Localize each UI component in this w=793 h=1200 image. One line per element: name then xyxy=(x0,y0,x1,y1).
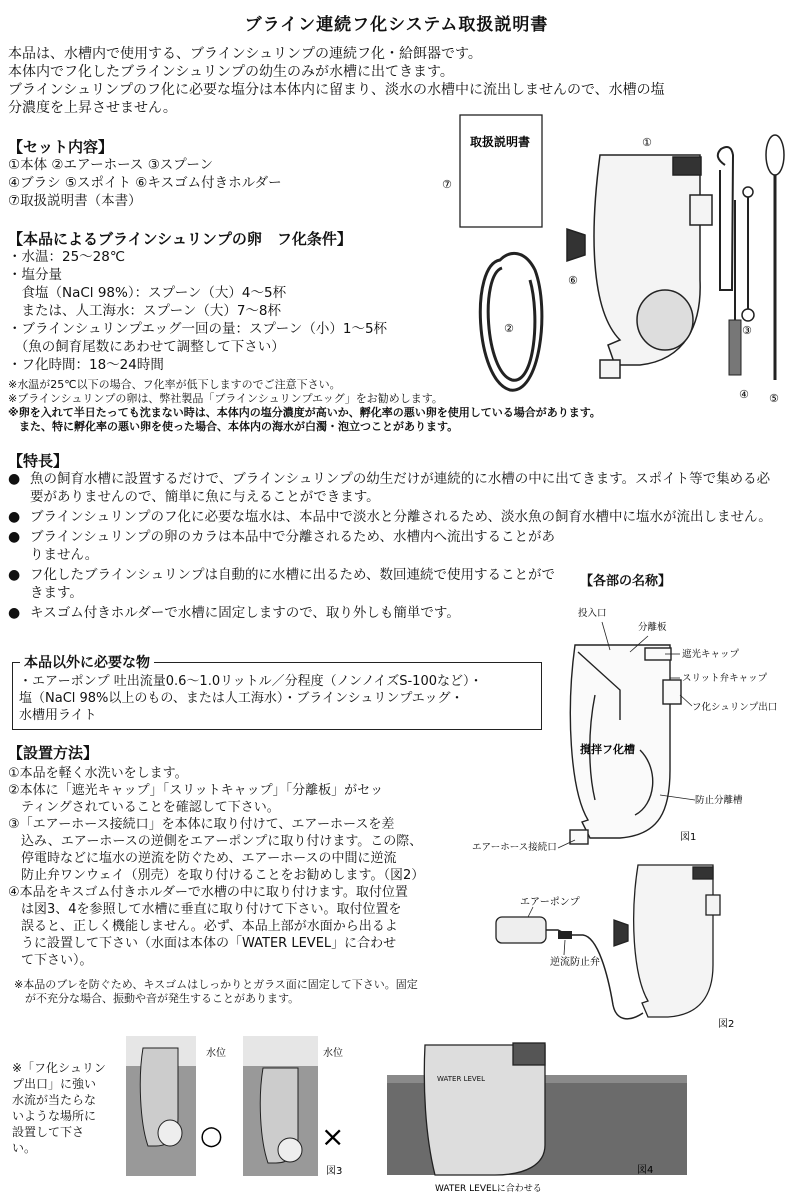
fig3-water-level-1: 水位 xyxy=(206,1048,226,1059)
fig3-caption: 図3 xyxy=(326,1166,343,1177)
fig4-diagram xyxy=(385,1035,790,1195)
number-6: ⑥ xyxy=(568,274,578,287)
note-line: ※水温が25℃以下の場合、フ化率が低下しますのでご注意下さい。 xyxy=(8,378,341,391)
fig3-note-line: 水流が当たらな xyxy=(12,1093,97,1107)
label-slit-cap: スリット弁キャップ xyxy=(682,673,768,684)
fig2-pump-label: エアーポンプ xyxy=(520,897,580,908)
label-backflow: 防止分離槽 xyxy=(695,795,743,806)
spoon xyxy=(742,187,754,321)
install-line: 誤ると、正しく機能しません。必ず、本品上部が水面から出るよ xyxy=(8,919,398,934)
install-line: ①本品を軽く水洗いをします。 xyxy=(8,766,188,781)
fig3-note xyxy=(12,1060,122,1156)
set-illustration xyxy=(440,110,790,410)
condition-line: ・ブラインシュリンプエッグ一回の量：スプーン（小）1～5杯 xyxy=(8,321,388,337)
manual-booklet xyxy=(460,115,542,227)
brush xyxy=(729,200,741,375)
set-line: ①本体 ②エアーホース ③スプーン xyxy=(8,157,214,173)
feature-item: ● キスゴム付きホルダーで水槽に固定しますので、取り外しも簡単です。 xyxy=(8,604,560,622)
fig3-note-line: 設置して下さ xyxy=(12,1125,85,1139)
fig4-water-level: WATER LEVEL xyxy=(437,1075,486,1083)
air-pump xyxy=(496,917,546,943)
condition-line: （魚の飼育尾数にあわせて調整して下さい） xyxy=(8,339,285,355)
fig3-water-level-2: 水位 xyxy=(323,1048,343,1059)
required-line: 水槽用ライト xyxy=(19,708,97,723)
fig2-diagram xyxy=(488,855,788,1035)
fig2-hose xyxy=(546,930,643,1019)
set-line: ④ブラシ ⑤スポイト ⑥キスゴム付きホルダー xyxy=(8,175,282,191)
feature-item: ● フ化したブラインシュリンプは自動的に水槽に出るため、数回連続で使用することができます。 xyxy=(8,566,560,602)
parts-heading: 【各部の名称】 xyxy=(580,574,672,589)
label-hose-port: エアーホース接続口 xyxy=(472,842,557,853)
install-line: ④本品をキスゴム付きホルダーで水槽の中に取り付けます。取付位置 xyxy=(8,885,408,900)
parts-diagram xyxy=(470,600,790,860)
install-line: ティングされていることを確認して下さい。 xyxy=(8,800,280,815)
number-4: ④ xyxy=(739,388,749,401)
intro-text xyxy=(8,45,788,117)
conditions-section xyxy=(8,230,478,374)
features-heading: 【特長】 xyxy=(8,452,69,470)
intro-line: ブラインシュリンプのフ化に必要な塩分は本体内に留まり、淡水の水槽中に流出しませんので、水槽の塩 xyxy=(8,82,665,98)
conditions-heading: 【本品によるブラインシュリンプの卵 フ化条件】 xyxy=(8,230,352,248)
fig3-note-line: い。 xyxy=(12,1141,37,1155)
install-line: うに設置して下さい（水面は本体の「WATER LEVEL」に合わせ xyxy=(8,936,397,951)
intro-line: 本体内でフ化したブラインシュリンプの幼生のみが水槽に出てきます。 xyxy=(8,64,454,80)
install-line: ③「エアーホース接続口」を本体に取り付けて、エアーホースを差 xyxy=(8,817,395,832)
required-items-heading: 本品以外に必要な物 xyxy=(20,652,154,672)
fig3-note-line: いような場所に xyxy=(12,1109,97,1123)
fig4-caption: 図4 xyxy=(637,1165,654,1176)
dropper xyxy=(766,135,784,380)
fig3-good xyxy=(126,1036,226,1176)
number-1: ① xyxy=(642,136,652,149)
label-outlet: フ化シュリンプ出口 xyxy=(692,702,778,713)
fig3-ng-mark: × xyxy=(321,1120,345,1153)
required-line: ・エアーポンプ 吐出流量0.6～1.0リットル／分程度（ノンノイズS-100など）・ xyxy=(19,674,483,689)
label-separator: 分離板 xyxy=(638,622,667,633)
set-line: ⑦取扱説明書（本書） xyxy=(8,193,142,209)
label-tank: 撹拌フ化槽 xyxy=(580,743,635,756)
fig2-caption: 図2 xyxy=(718,1019,735,1030)
install-line: 込み、エアーホースの逆側をエアーポンプに取り付けます。この際、 xyxy=(8,834,423,849)
page-title: ブライン連続フ化システム取扱説明書 xyxy=(244,15,549,35)
condition-line: または、人工海水：スプーン（大）7～8杯 xyxy=(8,303,282,319)
number-5: ⑤ xyxy=(769,392,779,405)
feature-item: ● 魚の飼育水槽に設置するだけで、ブラインシュリンプの幼生だけが連続的に水槽の中に出てきます。スポイト等で集める必要がありませんので、簡単に魚に与えることができます。 xyxy=(8,470,778,506)
install-heading: 【設置方法】 xyxy=(8,744,99,762)
intro-line: 分濃度を上昇させません。 xyxy=(8,100,177,116)
install-line: て下さい）。 xyxy=(8,953,93,968)
fig3-bad xyxy=(243,1036,344,1176)
fig4-bottom-caption: WATER LEVELに合わせる xyxy=(435,1184,542,1194)
label-inlet: 投入口 xyxy=(578,608,607,619)
main-body xyxy=(567,155,712,378)
check-valve xyxy=(558,931,572,939)
note-line: ※ブラインシュリンプの卵は、弊社製品「ブラインシュリンプエッグ」をお勧めします。 xyxy=(8,392,443,405)
number-2: ② xyxy=(504,322,514,335)
feature-item: ● ブラインシュリンプのフ化に必要な塩水は、本品中で淡水と分離されるため、淡水魚の飼育水槽中に塩水が流出しません。 xyxy=(8,508,790,526)
intro-line: 本品は、水槽内で使用する、ブラインシュリンプの連続フ化・給餌器です。 xyxy=(8,46,482,62)
install-note-line: ※本品のブレを防ぐため、キスゴムはしっかりとガラス面に固定して下さい。固定 xyxy=(14,978,418,991)
condition-line: ・塩分量 xyxy=(8,267,62,283)
condition-line: 食塩（NaCl 98%）：スプーン（大）4～5杯 xyxy=(8,285,287,301)
fig3-diagram xyxy=(118,1028,368,1178)
label-shade-cap: 遮光キャップ xyxy=(682,649,740,660)
install-line: ②本体に「遮光キャップ」「スリットキャップ」「分離板」がセッ xyxy=(8,783,384,798)
condition-line: ・フ化時間：18～24時間 xyxy=(8,357,164,373)
fig2-body xyxy=(614,865,720,1017)
fig3-note-line: プ出口」に強い xyxy=(12,1077,97,1091)
set-contents-section xyxy=(8,138,458,210)
fig3-note-line: ※「フ化シュリン xyxy=(12,1061,106,1075)
fig1-caption: 図1 xyxy=(680,832,697,843)
fig4-body xyxy=(424,1043,545,1175)
note-line: また、特に孵化率の悪い卵を使った場合、本体内の海水が白濁・泡立つことがあります。 xyxy=(8,420,459,433)
manual-label: 取扱説明書 xyxy=(470,135,531,149)
fig2-valve-label: 逆流防止弁 xyxy=(550,957,600,968)
required-line: 塩（NaCl 98%以上のもの、または人工海水）・ブラインシュリンプエッグ・ xyxy=(19,691,464,706)
condition-line: ・水温：25～28℃ xyxy=(8,249,126,265)
install-note xyxy=(14,978,484,1006)
number-7: ⑦ xyxy=(442,178,452,191)
feature-item: ● ブラインシュリンプの卵のカラは本品中で分離されるため、水槽内へ流出することがありません。 xyxy=(8,528,560,564)
install-steps xyxy=(8,765,478,969)
number-3: ③ xyxy=(742,324,752,337)
set-contents-heading: 【セット内容】 xyxy=(8,138,114,156)
note-line: ※卵を入れて半日たっても沈まない時は、本体内の塩分濃度が高いか、孵化率の悪い卵を使用している場合があります。 xyxy=(8,406,601,419)
fig3-ok-mark: ○ xyxy=(200,1121,223,1151)
install-line: 停電時などに塩水の逆流を防ぐため、エアーホースの中間に逆流 xyxy=(8,851,397,866)
holder-hook xyxy=(718,147,733,290)
install-line: 防止弁ワンウェイ（別売）を取り付けることをお勧めします。（図2） xyxy=(8,868,425,883)
install-line: は図3、4を参照して水槽に垂直に取り付けて下さい。取付位置を xyxy=(8,902,402,917)
required-items-box xyxy=(12,662,542,730)
install-note-line: が不充分な場合、振動や音が発生することがあります。 xyxy=(14,992,300,1005)
